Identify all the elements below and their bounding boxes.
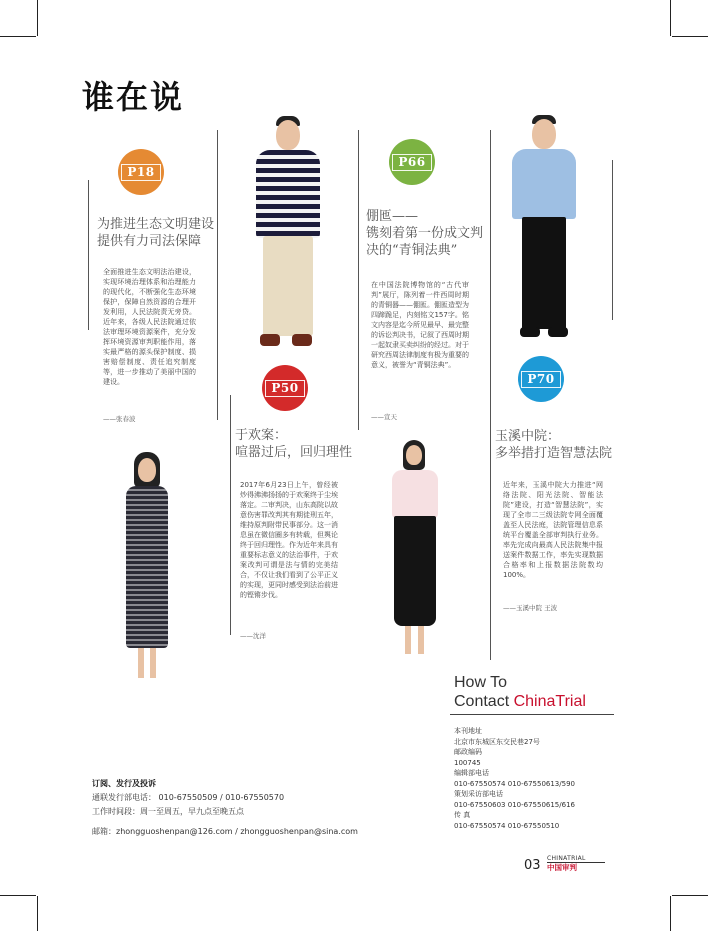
page-number: 03	[524, 858, 541, 873]
contact-postcode: 100745	[454, 758, 481, 767]
badge-p70[interactable]	[518, 356, 564, 402]
headline-p70-line2: 多举措打造智慧法院	[495, 446, 613, 461]
byline-p70: ——玉溪中院 王波	[503, 604, 558, 612]
person-striped-dress	[116, 452, 180, 692]
column-rule-7	[612, 160, 613, 320]
contact-fax-label: 传 真	[454, 811, 471, 819]
headline-p50-line1: 于欢案：	[235, 428, 288, 443]
byline-p50: ——沈洋	[240, 632, 266, 640]
subscription-email[interactable]: 邮箱：zhongguoshenpan@126.com / zhongguoshenpan@sina.com	[92, 827, 358, 836]
contact-editorial-phone[interactable]: 010-67550574 010-67550613/590	[454, 779, 575, 788]
badge-p70-label: P70	[521, 371, 560, 388]
column-rule-3	[358, 130, 359, 430]
crop-mark-bottom-right-v	[670, 896, 671, 931]
headline-p66-line2: 镌刻着第一份成文判	[366, 226, 484, 241]
contact-title-prefix: Contact	[454, 693, 514, 710]
magazine-name-en: CHINATRIAL	[547, 855, 586, 862]
crop-mark-top-left-h	[0, 36, 36, 37]
crop-mark-bottom-right-h	[672, 895, 708, 896]
person-uniform-shirt	[506, 115, 582, 341]
headline-p18-line2: 提供有力司法保障	[97, 234, 202, 249]
body-p50: 2017年6月23日上午，曾经被炒得沸沸扬扬的于欢案终于尘埃落定。二审判决，山东高院以故意伤害罪改判其有期徒刑五年，维持原判附带民事部分。这一消息虽在微信圈多有转载，但舆论终于回归理性。作为近年来具有重要标志意义的法治事件，于欢案改判可谓是法与情的完美结合，不仅让我们看到了公平正义的实现，更同时感受到法治前进的铿锵步伐。	[240, 481, 338, 599]
crop-mark-bottom-left-h	[0, 895, 36, 896]
headline-p66[interactable]	[366, 208, 483, 259]
crop-mark-bottom-left-v	[37, 896, 38, 931]
page-title: 谁在说	[82, 78, 185, 116]
contact-list	[454, 726, 575, 831]
contact-title-line2	[454, 692, 586, 711]
person-striped-sweater	[248, 116, 326, 356]
contact-title	[454, 673, 586, 711]
headline-p66-line1: 倗匜——	[366, 209, 419, 224]
byline-p66: ——宣天	[371, 413, 397, 421]
column-rule-1	[88, 180, 89, 330]
contact-editorial-label: 编辑部电话	[454, 769, 489, 777]
body-p18: 全面推进生态文明法治建设，实现环境治理体系和治理能力的现代化，不断强化生态环境保护，保障自然资源的合理开发利用，人民法院责无旁贷。近年来，各级人民法院通过依法审理环境资源案件，充分发挥环境资源审判职能作用，落实最严格的源头保护制度、损害赔偿制度、责任追究制度等，进一步推动了美丽中国的建设。	[103, 268, 196, 386]
subscription-phone[interactable]: 通联发行部电话： 010-67550509 / 010-67550570	[92, 793, 285, 802]
footer-rule	[547, 862, 605, 863]
crop-mark-top-right-h	[672, 36, 708, 37]
badge-p66[interactable]	[389, 139, 435, 185]
headline-p66-line3: 决的“青铜法典”	[366, 243, 458, 258]
headline-p50[interactable]	[235, 427, 352, 461]
contact-address-label: 本刊地址	[454, 727, 482, 735]
headline-p70-line1: 玉溪中院：	[495, 429, 561, 444]
badge-p18[interactable]	[118, 149, 164, 195]
byline-p18: ——张春波	[103, 415, 136, 423]
subscription-heading: 订阅、发行及投诉	[92, 779, 156, 788]
contact-address: 北京市东城区东交民巷27号	[454, 737, 540, 746]
headline-p50-line2: 喧嚣过后，回归理性	[235, 445, 353, 460]
headline-p70[interactable]	[495, 428, 612, 462]
contact-title-brand: ChinaTrial	[513, 693, 586, 710]
badge-p50[interactable]	[262, 365, 308, 411]
crop-mark-top-left-v	[37, 0, 38, 36]
person-white-top	[388, 440, 442, 662]
badge-p18-label: P18	[121, 164, 160, 181]
crop-mark-top-right-v	[670, 0, 671, 36]
contact-postcode-label: 邮政编码	[454, 748, 482, 756]
body-p70: 近年来，玉溪中院大力推进“网络法院、阳光法院、智能法院”建设，打造“智慧法院”，实现了全市二三级法院专网全面覆盖至人民法庭，法院管理信息系统平台覆盖全部审判执行业务。率先完成向最高人民法院集中报送案件数据工作，率先实现数据合格率和上报数据法院数均100%。	[503, 481, 603, 579]
contact-fax[interactable]: 010-67550574 010-67550510	[454, 821, 560, 830]
contact-planning-label: 策划采访部电话	[454, 790, 503, 798]
subscription-hours: 工作时间段：周一至周五，早九点至晚五点	[92, 807, 244, 816]
badge-p50-label: P50	[265, 380, 304, 397]
subscription-block	[92, 777, 358, 839]
badge-p66-label: P66	[392, 154, 431, 171]
contact-title-line1: How To	[454, 674, 508, 691]
column-rule-4	[490, 130, 491, 430]
magazine-name-cn: 中国审判	[547, 863, 577, 872]
headline-p18-line1: 为推进生态文明建设	[97, 217, 215, 232]
body-p66: 在中国法院博物馆的“古代审判”展厅，陈列着一件西周时期的青铜器——倗匜。倗匜造型为四蹄跪足，内刻铭文157字。铭文内容是迄今所见最早、最完整的诉讼判决书，记叙了西周时期一起奴隶买卖纠纷的经过。对于研究西周法律制度有极为重要的意义，被誉为“青铜法典”。	[371, 281, 469, 369]
column-rule-2	[217, 130, 218, 420]
contact-planning-phone[interactable]: 010-67550603 010-67550615/616	[454, 800, 575, 809]
headline-p18[interactable]	[97, 216, 214, 250]
contact-divider	[450, 714, 614, 715]
column-rule-5	[230, 395, 231, 635]
column-rule-6	[490, 430, 491, 660]
